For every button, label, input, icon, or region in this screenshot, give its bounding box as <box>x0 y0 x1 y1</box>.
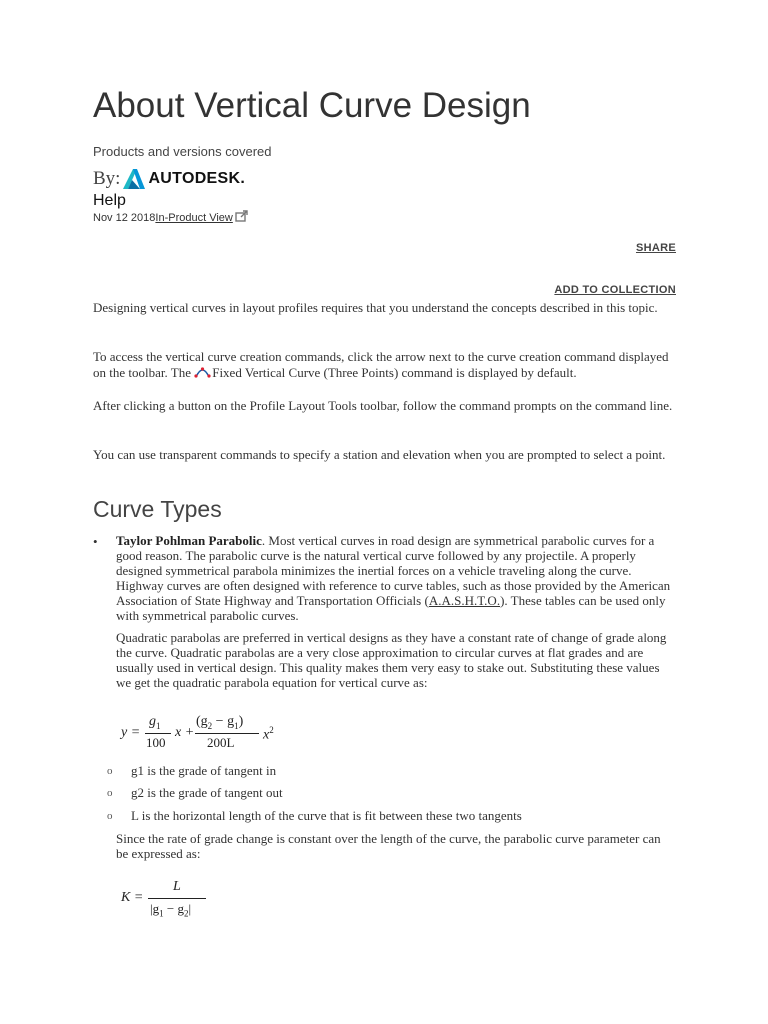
intro-paragraph-2-text-b: Fixed Vertical Curve (Three Points) command is displayed by default. <box>212 365 577 380</box>
circle-bullet-icon: o <box>107 787 113 799</box>
quadratic-equation <box>121 714 281 754</box>
sub-item-text: g2 is the grade of tangent out <box>131 785 283 800</box>
eq-lhs: y = <box>121 725 141 740</box>
sub-item-g1 <box>107 763 276 779</box>
taylor-pohlman-paragraph <box>116 533 676 623</box>
in-product-view-link[interactable]: In-Product View <box>155 211 233 224</box>
taylor-text-b: ). These tables can be used only with symmetrical parabolic curves. <box>116 593 666 623</box>
aashto-link[interactable]: A.A.S.H.T.O. <box>428 593 501 608</box>
eq-x2: $x^2$ <box>263 725 274 743</box>
eq-x1: x + <box>175 725 195 740</box>
quadratic-paragraph: Quadratic parabolas are preferred in vertical designs as they have a constant rate of change of grade along the curve. Quadratic parabolas are a very close approximation to circular curves at flat grades and are usually used in vertical design. This quality makes them very easy to stake out. Substituting these values we get the quadratic parabola equation for vertical curve as: <box>116 630 667 690</box>
circle-bullet-icon: o <box>107 810 113 822</box>
help-label: Help <box>93 192 126 209</box>
eq-num1: $g_1$ <box>149 714 161 731</box>
intro-paragraph-2 <box>93 349 673 382</box>
external-link-icon[interactable] <box>235 210 249 225</box>
k-eq-fraction-bar <box>148 898 206 899</box>
byline <box>93 166 245 192</box>
sub-item-l <box>107 808 522 824</box>
article-date: Nov 12 2018 <box>93 211 156 224</box>
circle-bullet-icon: o <box>107 765 113 777</box>
page-title: About Vertical Curve Design <box>93 86 531 125</box>
eq-num2: $(g_2 - g_1)$ <box>196 714 244 731</box>
eq-fraction-bar-2 <box>195 733 259 734</box>
eq-den2: 200L <box>207 735 235 750</box>
k-eq-lhs: K = <box>121 890 144 905</box>
intro-paragraph-4: You can use transparent commands to specify a station and elevation when you are prompted to select a point. <box>93 447 666 462</box>
k-parameter-paragraph: Since the rate of grade change is constant over the length of the curve, the parabolic curve parameter can be expressed as: <box>116 831 661 861</box>
autodesk-logo-icon <box>123 169 145 189</box>
eq-fraction-bar-1 <box>145 733 171 734</box>
brand-name: AUTODESK. <box>148 170 246 187</box>
bullet-dot: • <box>93 534 98 549</box>
k-eq-den: $|g_1 - g_2|$ <box>150 901 192 919</box>
autodesk-logo[interactable] <box>123 169 245 189</box>
taylor-pohlman-term: Taylor Pohlman Parabolic <box>116 533 262 548</box>
section-heading-curve-types: Curve Types <box>93 496 222 522</box>
k-eq-num: L <box>173 879 181 894</box>
intro-paragraph-2-text-a: To access the vertical curve creation commands, click the arrow next to the curve creation command displayed on the toolbar. The <box>93 349 669 380</box>
by-label: By: <box>93 168 121 189</box>
add-to-collection-link[interactable]: ADD TO COLLECTION <box>554 284 676 296</box>
intro-paragraph-1: Designing vertical curves in layout profiles requires that you understand the concepts described in this topic. <box>93 300 658 315</box>
sub-item-text: L is the horizontal length of the curve that is fit between these two tangents <box>131 808 522 823</box>
fixed-vertical-curve-icon <box>194 366 211 382</box>
share-link[interactable]: SHARE <box>635 242 676 254</box>
sub-item-text: g1 is the grade of tangent in <box>131 763 277 778</box>
k-equation <box>121 879 211 921</box>
products-versions-link[interactable]: Products and versions covered <box>93 144 272 159</box>
sub-item-g2 <box>107 785 283 801</box>
eq-den1: 100 <box>146 735 166 750</box>
article-meta <box>93 210 249 225</box>
taylor-text-a: . Most vertical curves in road design are symmetrical parabolic curves for a good reason. The parabolic curve is the natural vertical curve followed by any projectile. A properly designed symmetrical parabola minimizes the inertial forces on a vehicle traveling along the curve. Highway curves are often designed with reference to curve tables, such as those provided by the American Association of State Highway and Transportation Officials ( <box>116 533 671 608</box>
intro-paragraph-3: After clicking a button on the Profile Layout Tools toolbar, follow the command prompts on the command line. <box>93 398 673 413</box>
